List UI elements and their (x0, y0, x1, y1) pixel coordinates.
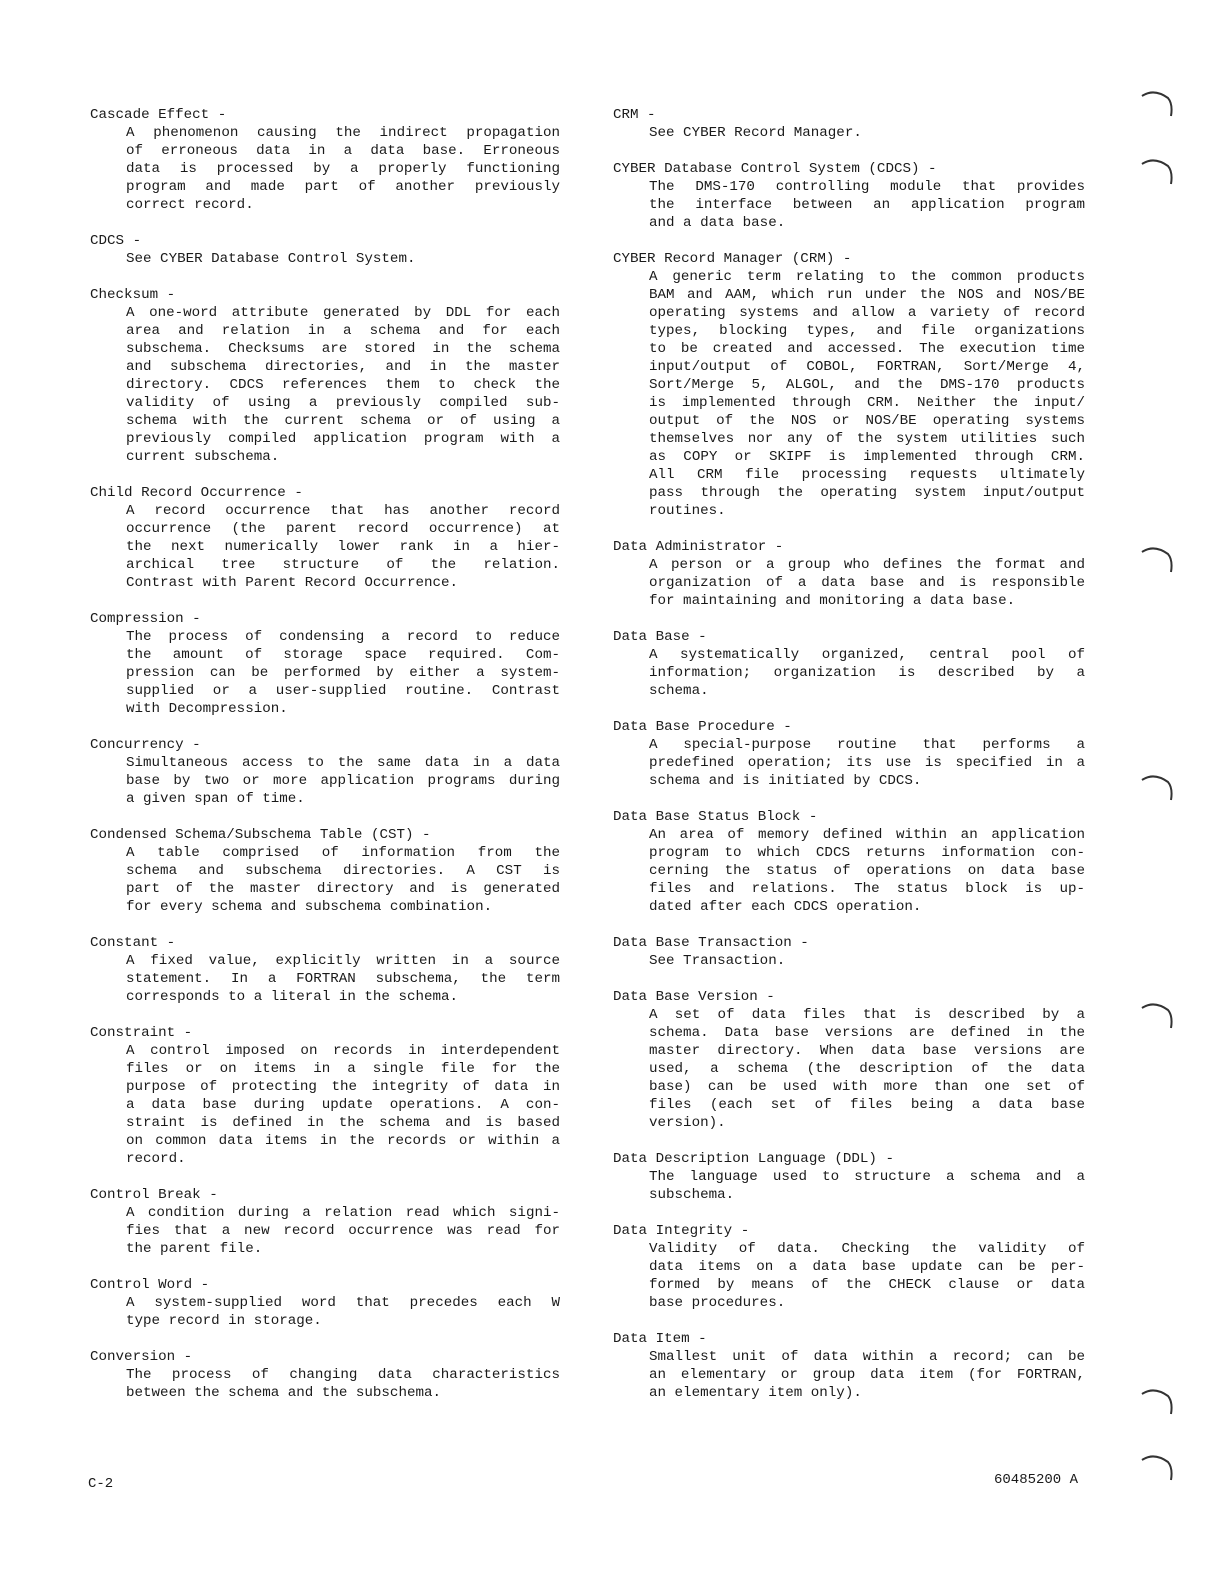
definition-line: A control imposed on records in interdependent (126, 1043, 560, 1059)
glossary-term: Data Base Version - (613, 989, 775, 1005)
glossary-term: Constant - (90, 935, 176, 951)
glossary-entry (90, 286, 560, 466)
definition-line: and subschema directories, and in the master (126, 359, 560, 375)
definition-line: a given span of time. (126, 791, 305, 807)
definition-line: Validity of data. Checking the validity of (649, 1241, 1085, 1257)
definition-line: operating systems and allow a variety of record (649, 305, 1085, 321)
definition-line: Contrast with Parent Record Occurrence. (126, 575, 459, 591)
definition-line: subschema. (649, 1187, 735, 1203)
glossary-definition (126, 1366, 560, 1402)
glossary-entry (613, 1150, 1085, 1204)
definition-line: All CRM file processing requests ultimately (649, 467, 1085, 483)
glossary-entry (613, 934, 1085, 970)
definition-line: corresponds to a literal in the schema. (126, 989, 459, 1005)
definition-line: an elementary or group data item (for FORTRAN, (649, 1367, 1085, 1383)
glossary-definition (649, 826, 1085, 916)
punch-hole-mark-icon (1140, 86, 1174, 120)
definition-line: correct record. (126, 197, 254, 213)
definition-line: on common data items in the records or within a (126, 1133, 560, 1149)
definition-line: BAM and AAM, which run under the NOS and NOS/BE (649, 287, 1085, 303)
glossary-definition (126, 1204, 560, 1258)
definition-line: dated after each CDCS operation. (649, 899, 922, 915)
glossary-term: Constraint - (90, 1025, 193, 1041)
document-number: 60485200 A (994, 1472, 1079, 1488)
definition-line: archical tree structure of the relation. (126, 557, 560, 573)
definition-line: schema and is initiated by CDCS. (649, 773, 922, 789)
definition-line: the interface between an application program (649, 197, 1085, 213)
definition-line: base procedures. (649, 1295, 786, 1311)
definition-line: part of the master directory and is generated (126, 881, 560, 897)
definition-line: A person or a group who defines the format and (649, 557, 1085, 573)
punch-hole-mark-icon (1140, 998, 1174, 1032)
left-glossary-column (90, 106, 560, 1402)
definition-line: cerning the status of operations on data base (649, 863, 1085, 879)
definition-line: See CYBER Database Control System. (126, 251, 416, 267)
glossary-entry (90, 1186, 560, 1258)
glossary-definition (649, 178, 1085, 232)
glossary-definition (126, 844, 560, 916)
definition-line: an elementary item only). (649, 1385, 862, 1401)
glossary-entry (90, 232, 560, 268)
glossary-term: Conversion - (90, 1349, 193, 1365)
glossary-entry (613, 538, 1085, 610)
definition-line: with Decompression. (126, 701, 288, 717)
glossary-term: Cascade Effect - (90, 107, 227, 123)
definition-line: base) can be used with more than one set of (649, 1079, 1085, 1095)
glossary-term: Data Base Status Block - (613, 809, 818, 825)
definition-line: The language used to structure a schema and a (649, 1169, 1085, 1185)
definition-line: Sort/Merge 5, ALGOL, and the DMS-170 products (649, 377, 1085, 393)
glossary-term: Control Word - (90, 1277, 210, 1293)
punch-hole-mark-icon (1140, 770, 1174, 804)
definition-line: validity of using a previously compiled sub- (126, 395, 560, 411)
definition-line: A record occurrence that has another record (126, 503, 560, 519)
definition-line: files (each set of files being a data base (649, 1097, 1085, 1113)
definition-line: Simultaneous access to the same data in a data (126, 755, 560, 771)
definition-line: for every schema and subschema combination. (126, 899, 493, 915)
definition-line: between the schema and the subschema. (126, 1385, 442, 1401)
glossary-entry (613, 1330, 1085, 1402)
definition-line: master directory. When data base versions are (649, 1043, 1085, 1059)
definition-line: version). (649, 1115, 726, 1131)
definition-line: input/output of COBOL, FORTRAN, Sort/Merge 4, (649, 359, 1085, 375)
definition-line: base by two or more application programs during (126, 773, 560, 789)
definition-line: output of the NOS or NOS/BE operating systems (649, 413, 1085, 429)
definition-line: schema and subschema directories. A CST is (126, 863, 560, 879)
definition-line: A fixed value, explicitly written in a source (126, 953, 560, 969)
punch-hole-mark-icon (1140, 1384, 1174, 1418)
glossary-entry (90, 736, 560, 808)
glossary-entry (90, 826, 560, 916)
definition-line: the next numerically lower rank in a hier- (126, 539, 560, 555)
glossary-definition (649, 1006, 1085, 1132)
glossary-entry (90, 610, 560, 718)
glossary-term: CYBER Record Manager (CRM) - (613, 251, 852, 267)
glossary-term: Control Break - (90, 1187, 218, 1203)
definition-line: schema with the current schema or of using a (126, 413, 560, 429)
glossary-definition (649, 952, 1085, 970)
definition-line: for maintaining and monitoring a data base. (649, 593, 1016, 609)
glossary-entry (90, 934, 560, 1006)
definition-line: The process of changing data characteristics (126, 1367, 560, 1383)
definition-line: A condition during a relation read which signi- (126, 1205, 560, 1221)
definition-line: information; organization is described by a (649, 665, 1085, 681)
definition-line: subschema. Checksums are stored in the schema (126, 341, 560, 357)
definition-line: The DMS-170 controlling module that provides (649, 179, 1085, 195)
definition-line: pass through the operating system input/output (649, 485, 1085, 501)
glossary-term: Compression - (90, 611, 201, 627)
definition-line: statement. In a FORTRAN subschema, the term (126, 971, 560, 987)
glossary-definition (126, 250, 560, 268)
page-number: C-2 (88, 1476, 114, 1492)
definition-line: files and relations. The status block is up- (649, 881, 1085, 897)
glossary-entry (613, 628, 1085, 700)
glossary-definition (126, 1042, 560, 1168)
glossary-term: Data Base - (613, 629, 707, 645)
definition-line: used, a schema (the description of the data (649, 1061, 1085, 1077)
definition-line: directory. CDCS references them to check the (126, 377, 560, 393)
glossary-definition (126, 502, 560, 592)
glossary-entry (613, 250, 1085, 520)
definition-line: type record in storage. (126, 1313, 322, 1329)
definition-line: supplied or a user-supplied routine. Contrast (126, 683, 560, 699)
glossary-term: Data Integrity - (613, 1223, 750, 1239)
glossary-term: Concurrency - (90, 737, 201, 753)
glossary-term: Checksum - (90, 287, 176, 303)
glossary-term: CRM - (613, 107, 656, 123)
punch-hole-mark-icon (1140, 154, 1174, 188)
glossary-definition (649, 736, 1085, 790)
glossary-definition (649, 1240, 1085, 1312)
definition-line: previously compiled application program with a (126, 431, 560, 447)
glossary-term: Data Base Procedure - (613, 719, 792, 735)
definition-line: the parent file. (126, 1241, 263, 1257)
glossary-term: CDCS - (90, 233, 142, 249)
glossary-entry (90, 484, 560, 592)
definition-line: A system-supplied word that precedes each W (126, 1295, 560, 1311)
definition-line: See Transaction. (649, 953, 786, 969)
definition-line: data is processed by a properly functioning (126, 161, 560, 177)
glossary-definition (649, 646, 1085, 700)
definition-line: of erroneous data in a data base. Erroneous (126, 143, 560, 159)
definition-line: predefined operation; its use is specified in a (649, 755, 1085, 771)
glossary-term: Data Item - (613, 1331, 707, 1347)
glossary-definition (126, 952, 560, 1006)
glossary-term: CYBER Database Control System (CDCS) - (613, 161, 937, 177)
definition-line: schema. Data base versions are defined in the (649, 1025, 1085, 1041)
glossary-entry (613, 988, 1085, 1132)
definition-line: See CYBER Record Manager. (649, 125, 862, 141)
glossary-definition (649, 1348, 1085, 1402)
glossary-entry (613, 106, 1085, 142)
definition-line: and a data base. (649, 215, 786, 231)
definition-line: A one-word attribute generated by DDL for each (126, 305, 560, 321)
glossary-term: Child Record Occurrence - (90, 485, 303, 501)
definition-line: the amount of storage space required. Com- (126, 647, 560, 663)
glossary-entry (613, 808, 1085, 916)
definition-line: as COPY or SKIPF is implemented through CRM. (649, 449, 1085, 465)
glossary-definition (126, 124, 560, 214)
definition-line: occurrence (the parent record occurrence) at (126, 521, 560, 537)
glossary-definition (649, 556, 1085, 610)
glossary-definition (126, 1294, 560, 1330)
glossary-definition (126, 304, 560, 466)
definition-line: area and relation in a schema and for each (126, 323, 560, 339)
definition-line: a data base during update operations. A con- (126, 1097, 560, 1113)
definition-line: The process of condensing a record to reduce (126, 629, 560, 645)
definition-line: program to which CDCS returns information con- (649, 845, 1085, 861)
glossary-entry (90, 106, 560, 214)
glossary-entry (613, 718, 1085, 790)
glossary-entry (90, 1276, 560, 1330)
definition-line: An area of memory defined within an application (649, 827, 1085, 843)
definition-line: fies that a new record occurrence was read for (126, 1223, 560, 1239)
definition-line: files or on items in a single file for the (126, 1061, 560, 1077)
glossary-entry (613, 1222, 1085, 1312)
glossary-term: Data Base Transaction - (613, 935, 809, 951)
definition-line: to be created and accessed. The execution time (649, 341, 1085, 357)
glossary-entry (613, 160, 1085, 232)
definition-line: data items on a data base update can be per- (649, 1259, 1085, 1275)
definition-line: record. (126, 1151, 186, 1167)
glossary-term: Data Description Language (DDL) - (613, 1151, 894, 1167)
glossary-definition (649, 124, 1085, 142)
punch-hole-mark-icon (1140, 1450, 1174, 1484)
definition-line: Smallest unit of data within a record; can be (649, 1349, 1085, 1365)
glossary-entry (90, 1024, 560, 1168)
definition-line: straint is defined in the schema and is based (126, 1115, 560, 1131)
definition-line: A set of data files that is described by a (649, 1007, 1085, 1023)
glossary-term: Condensed Schema/Subschema Table (CST) - (90, 827, 431, 843)
punch-hole-mark-icon (1140, 542, 1174, 576)
definition-line: A phenomenon causing the indirect propagation (126, 125, 560, 141)
definition-line: routines. (649, 503, 726, 519)
definition-line: schema. (649, 683, 709, 699)
definition-line: A systematically organized, central pool of (649, 647, 1085, 663)
glossary-term: Data Administrator - (613, 539, 784, 555)
glossary-definition (126, 628, 560, 718)
definition-line: is implemented through CRM. Neither the input/ (649, 395, 1085, 411)
definition-line: current subschema. (126, 449, 280, 465)
definition-line: A table comprised of information from the (126, 845, 560, 861)
glossary-definition (126, 754, 560, 808)
definition-line: types, blocking types, and file organizations (649, 323, 1085, 339)
glossary-entry (90, 1348, 560, 1402)
definition-line: A special-purpose routine that performs a (649, 737, 1085, 753)
definition-line: pression can be performed by either a system- (126, 665, 560, 681)
definition-line: formed by means of the CHECK clause or data (649, 1277, 1085, 1293)
definition-line: organization of a data base and is responsible (649, 575, 1085, 591)
right-glossary-column (613, 106, 1085, 1402)
glossary-definition (649, 1168, 1085, 1204)
definition-line: purpose of protecting the integrity of data in (126, 1079, 560, 1095)
definition-line: A generic term relating to the common products (649, 269, 1085, 285)
definition-line: program and made part of another previously (126, 179, 560, 195)
definition-line: themselves nor any of the system utilities such (649, 431, 1085, 447)
glossary-definition (649, 268, 1085, 520)
